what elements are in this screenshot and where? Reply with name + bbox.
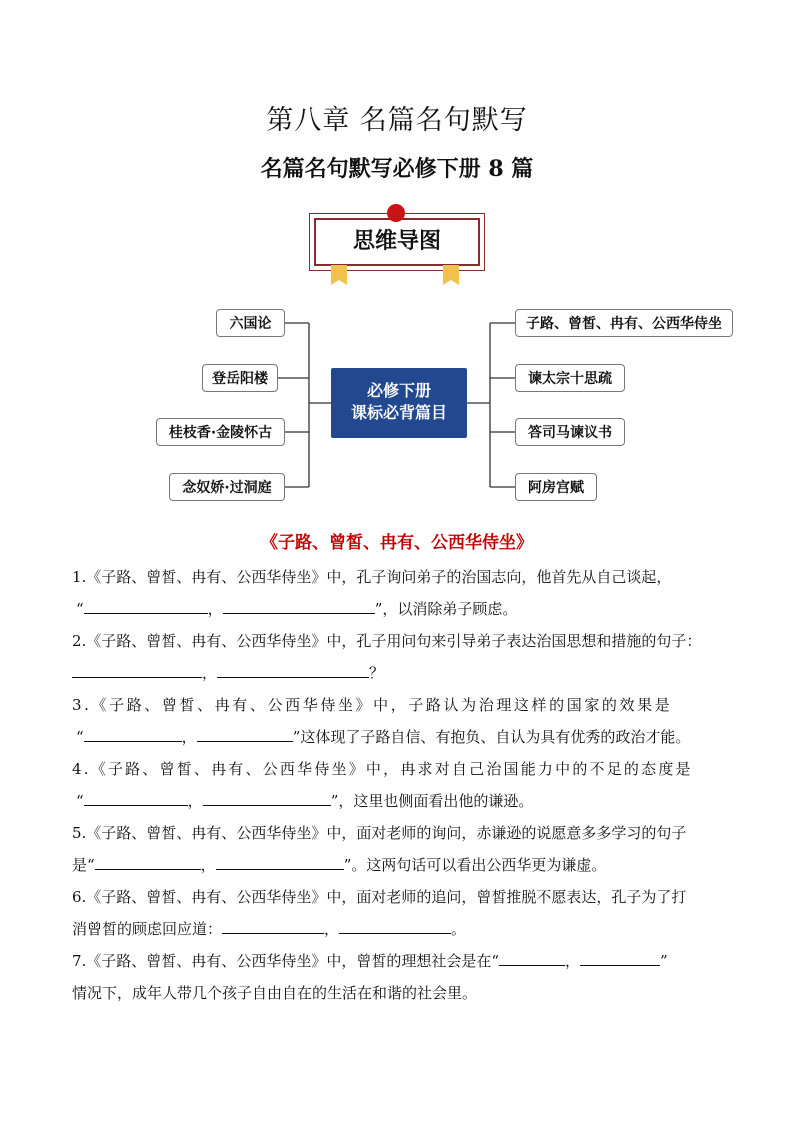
answer-blank[interactable] [216, 851, 344, 870]
question-line: 5.《子路、曾皙、冉有、公西华侍坐》中，面对老师的询问，赤谦逊的说愿意多多学习的句子 [72, 824, 687, 842]
question-line [72, 913, 722, 945]
question-line [72, 849, 722, 881]
question-text: 消曾皙的顾虑回应道： [72, 920, 223, 938]
mindmap-node-left-2: 登岳阳楼 [202, 364, 278, 392]
answer-blank[interactable] [580, 947, 660, 966]
question-text: ， [187, 792, 203, 810]
document-subtitle: 名篇名句默写必修下册 8 篇 [260, 156, 534, 182]
question-3 [72, 689, 722, 753]
answer-blank[interactable] [339, 915, 451, 934]
question-7 [72, 945, 722, 1009]
question-text: ， [207, 600, 223, 618]
question-line [72, 721, 722, 753]
question-text: ？ [369, 664, 385, 682]
answer-blank[interactable] [222, 915, 324, 934]
question-text: ， [202, 664, 218, 682]
answer-blank[interactable] [84, 595, 208, 614]
question-text: “ [76, 600, 84, 618]
mindmap-node-left-3: 桂枝香·金陵怀古 [156, 418, 285, 446]
question-6 [72, 881, 722, 945]
answer-blank[interactable] [217, 659, 369, 678]
mindmap-node-right-4: 阿房宫赋 [515, 473, 597, 501]
question-text: ， [200, 856, 216, 874]
question-line: 1.《子路、曾皙、冉有、公西华侍坐》中，孔子询问弟子的治国志向，他首先从自己谈起， [72, 568, 672, 586]
mindmap-node-left-1: 六国论 [216, 309, 285, 337]
answer-blank[interactable] [223, 595, 375, 614]
question-text: ， [564, 952, 580, 970]
question-text: ”，以消除弟子顾虑。 [374, 600, 518, 618]
question-text: 是“ [72, 856, 95, 874]
question-text: ”，这里也侧面看出他的谦逊。 [330, 792, 534, 810]
question-5 [72, 817, 722, 881]
question-text: ， [324, 920, 340, 938]
question-text: 7.《子路、曾皙、冉有、公西华侍坐》中，曾皙的理想社会是在“ [72, 952, 499, 970]
question-line: 4.《子路、曾皙、冉有、公西华侍坐》中，冉求对自己治国能力中的不足的态度是 [72, 760, 693, 778]
question-line: 情况下，成年人带几个孩子自由自在的生活在和谐的社会里。 [72, 984, 478, 1002]
question-line: 3.《子路、曾皙、冉有、公西华侍坐》中，子路认为治理这样的国家的效果是 [72, 696, 673, 714]
question-line [72, 785, 722, 817]
question-text: “ [76, 728, 84, 746]
mindmap-center-node [331, 368, 467, 438]
mindmap-node-right-2: 谏太宗十思疏 [515, 364, 625, 392]
answer-blank[interactable] [72, 659, 202, 678]
mindmap-node-right-3: 答司马谏议书 [515, 418, 625, 446]
answer-blank[interactable] [197, 723, 293, 742]
question-line [72, 945, 722, 977]
question-text: ， [181, 728, 197, 746]
section-title: 《子路、曾皙、冉有、公西华侍坐》 [261, 533, 533, 553]
question-text: “ [76, 792, 84, 810]
question-line: 2.《子路、曾皙、冉有、公西华侍坐》中，孔子用问句来引导弟子表达治国思想和措施的句子： [72, 632, 702, 650]
question-text: ” [660, 952, 668, 970]
question-text: 。 [451, 920, 467, 938]
answer-blank[interactable] [84, 787, 188, 806]
mindmap-title-box [309, 213, 485, 271]
center-line-1: 必修下册 [366, 381, 431, 400]
mindmap-node-left-4: 念奴娇·过洞庭 [169, 473, 285, 501]
center-line-2: 课标必背篇目 [350, 403, 447, 422]
answer-blank[interactable] [84, 723, 182, 742]
answer-blank[interactable] [499, 947, 565, 966]
chapter-title: 第八章 名篇名句默写 [266, 105, 528, 136]
mindmap-node-right-1: 子路、曾皙、冉有、公西华侍坐 [515, 309, 733, 337]
question-text: ”这体现了子路自信、有抱负、自认为具有优秀的政治才能。 [292, 728, 691, 746]
question-line: 6.《子路、曾皙、冉有、公西华侍坐》中，面对老师的追问，曾皙推脱不愿表达，孔子为了打 [72, 888, 687, 906]
question-line [72, 657, 722, 689]
question-text: ”。这两句话可以看出公西华更为谦虚。 [343, 856, 607, 874]
answer-blank[interactable] [203, 787, 331, 806]
question-1 [72, 561, 722, 625]
answer-blank[interactable] [95, 851, 201, 870]
question-line [72, 593, 722, 625]
question-4 [72, 753, 722, 817]
mindmap-title: 思维导图 [352, 229, 441, 254]
question-2 [72, 625, 722, 689]
